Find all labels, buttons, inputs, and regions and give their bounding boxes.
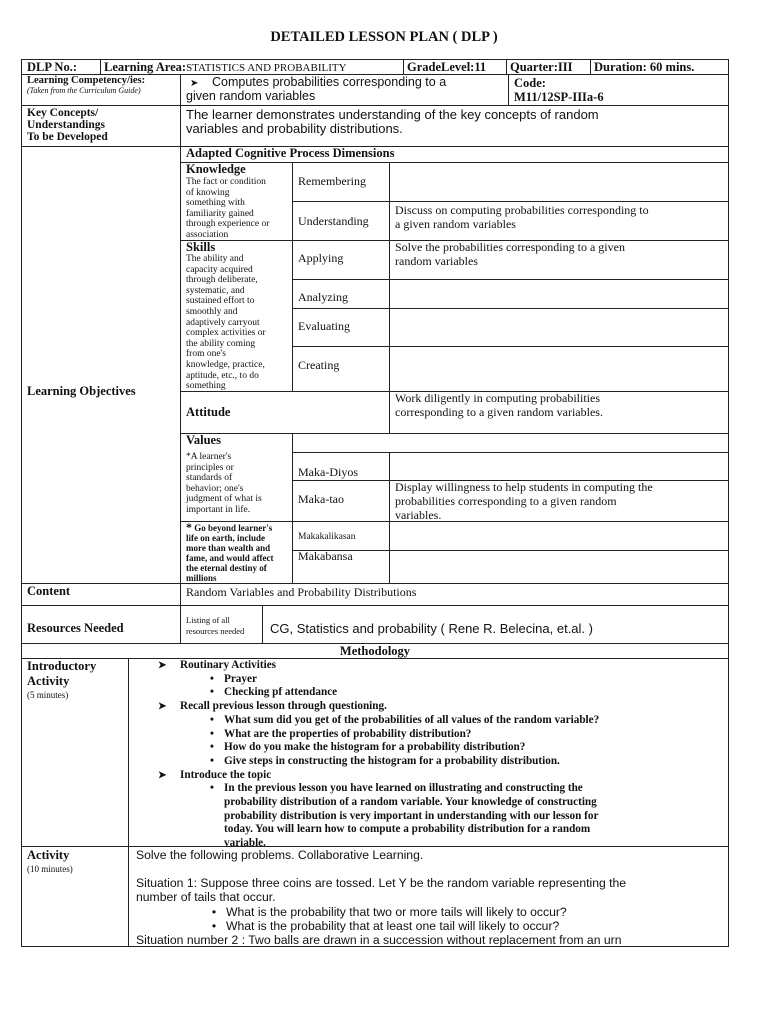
page-title: DETAILED LESSON PLAN ( DLP ) — [270, 29, 498, 45]
grid-line — [180, 162, 729, 163]
code-value: M11/12SP-IIIa-6 — [514, 90, 604, 104]
competency-label: Learning Competency/ies: — [27, 75, 146, 86]
skills-desc-line: aptitude, etc., to do — [186, 370, 259, 381]
maka-tao-objective-line: Display willingness to help students in computing the — [395, 480, 653, 494]
skills-desc-line: adaptively carryout — [186, 317, 260, 328]
grid-line — [21, 605, 729, 606]
applying-objective-line: random variables — [395, 254, 478, 268]
resources-sublabel-1: Listing of all — [186, 615, 230, 625]
grade-level: GradeLevel:11 — [407, 60, 487, 74]
situation-1-line: number of tails that occur. — [136, 890, 276, 905]
intro-paragraph-line: • In the previous lesson you have learned on illustrating and constructing the — [200, 782, 599, 796]
intro-label-1: Introductory — [27, 659, 97, 673]
values-desc-2-line: the eternal destiny of — [186, 563, 267, 573]
intro-minutes: (5 minutes) — [27, 690, 69, 700]
intro-label-2: Activity — [27, 674, 70, 688]
grid-line — [292, 308, 729, 309]
grid-line — [389, 391, 390, 433]
skills-title: Skills — [186, 240, 216, 254]
code-label: Code: — [514, 76, 546, 90]
intro-content — [158, 659, 599, 851]
skills-desc-line: complex activities or — [186, 328, 266, 339]
intro-paragraph-line: variable. — [224, 837, 266, 850]
level-evaluating: Evaluating — [298, 319, 350, 333]
applying-objective — [395, 240, 625, 268]
makabansa: Makabansa — [298, 549, 353, 563]
dlp-no-label: DLP No.: — [27, 60, 77, 74]
values-desc — [186, 452, 262, 516]
knowledge-desc-line: familiarity gained — [186, 208, 254, 219]
skills-desc-line: sustained effort to — [186, 296, 255, 307]
skills-desc — [186, 254, 266, 392]
values-label: Values — [186, 433, 221, 447]
understanding-objective — [395, 203, 649, 231]
grid-line — [389, 452, 390, 583]
grid-line — [292, 433, 293, 583]
skills-desc-line: knowledge, practice, — [186, 359, 265, 370]
table-left-border — [21, 59, 22, 947]
duration: Duration: 60 mins. — [594, 60, 695, 74]
values-desc-2-line: millions — [186, 573, 217, 583]
cognitive-header: Adapted Cognitive Process Dimensions — [186, 146, 395, 160]
values-desc-line: judgment of what is — [186, 494, 262, 505]
grid-line — [128, 658, 129, 946]
key-concepts-label-3: To be Developed — [27, 131, 108, 143]
question-item: • Give steps in constructing the histogram for a probability distribution. — [200, 755, 599, 769]
situation-1-line: Situation 1: Suppose three coins are tossed. Let Y be the random variable representing the — [136, 876, 627, 891]
applying-objective-line: Solve the probabilities corresponding to a given — [395, 240, 625, 254]
attitude-objective-line: corresponding to a given random variables. — [395, 405, 603, 419]
grid-line — [21, 105, 729, 106]
values-desc-2-text: Go beyond learner's — [194, 523, 273, 533]
content-label: Content — [27, 584, 71, 598]
competency-text-line1: ➤ Computes probabilities corresponding to a — [190, 75, 446, 89]
grid-line — [180, 105, 181, 583]
prayer-item: • Prayer — [200, 673, 599, 687]
values-desc-line: *A learner's — [186, 452, 232, 462]
skills-desc-line: capacity acquired — [186, 264, 253, 275]
values-desc-2-line: fame, and would affect — [186, 553, 274, 563]
knowledge-desc-line: The fact or condition — [186, 177, 266, 187]
skills-desc-line: smoothly and — [186, 306, 238, 317]
knowledge-desc-line: something with — [186, 198, 245, 209]
grid-line — [180, 583, 181, 643]
maka-diyos: Maka-Diyos — [298, 465, 358, 479]
grid-line — [292, 201, 729, 202]
level-understanding: Understanding — [298, 214, 369, 228]
level-analyzing: Analyzing — [298, 290, 348, 304]
grid-line — [292, 452, 729, 453]
grid-line — [292, 346, 729, 347]
values-desc-line: standards of — [186, 473, 233, 484]
values-desc-2 — [186, 522, 274, 583]
key-concepts-text-1: The learner demonstrates understanding of the key concepts of random — [186, 107, 599, 122]
learning-area-value: STATISTICS AND PROBABILITY — [186, 62, 347, 74]
grid-line — [180, 433, 729, 434]
maka-tao: Maka-tao — [298, 492, 344, 506]
attitude-objective-line: Work diligently in computing probabilities — [395, 391, 601, 405]
intro-paragraph-line: probability distribution is very important in understanding with our lesson for — [224, 809, 599, 822]
routinary-item: ➤ Routinary Activities — [158, 659, 599, 673]
maka-tao-objective-line: probabilities corresponding to a given random — [395, 494, 617, 508]
makakalikasan: Makakalikasan — [298, 532, 356, 542]
grid-line — [292, 279, 729, 280]
values-desc-2-line: life on earth, include — [186, 533, 265, 543]
values-desc-2-line: * Go beyond learner's — [186, 520, 273, 534]
maka-tao-objective-line: variables. — [395, 508, 442, 522]
knowledge-desc-line: of knowing — [186, 187, 230, 198]
activity-content — [136, 848, 626, 947]
learning-area-label: Learning Area: — [104, 60, 187, 74]
learning-area — [104, 60, 347, 75]
content-text: Random Variables and Probability Distributions — [186, 585, 417, 599]
maka-tao-objective — [395, 480, 653, 522]
understanding-objective-line: Discuss on computing probabilities corresponding to — [395, 203, 649, 217]
skills-desc-line: something — [186, 381, 226, 392]
resources-sublabel-2: resources needed — [186, 626, 245, 636]
situation-1-question: • What is the probability that two or more tails will likely to occur? — [202, 905, 626, 919]
key-concepts-label-2: Understandings — [27, 119, 105, 131]
grid-line — [389, 162, 390, 391]
intro-paragraph-line: probability distribution of a random variable. Your knowledge of constructing — [224, 796, 597, 809]
skills-desc-line: through deliberate, — [186, 275, 258, 286]
knowledge-desc-line: association — [186, 229, 229, 240]
grid-line — [262, 605, 263, 643]
attendance-item: • Checking pf attendance — [200, 686, 599, 700]
skills-desc-line: The ability and — [186, 254, 244, 264]
knowledge-desc-line: through experience or — [186, 219, 270, 230]
question-item: • What are the properties of probability distribution? — [200, 728, 599, 742]
level-remembering: Remembering — [298, 174, 366, 188]
grid-line — [506, 59, 507, 74]
introduce-item: ➤ Introduce the topic — [158, 769, 599, 783]
intro-paragraph-line: today. You will learn how to compute a probability distribution for a random — [224, 823, 591, 836]
situation-2-line: Situation number 2 : Two balls are drawn in a succession without replacement from an urn — [136, 933, 622, 948]
skills-desc-line: the ability coming — [186, 338, 256, 349]
grid-line — [403, 59, 404, 74]
values-desc-2-line: more than wealth and — [186, 543, 271, 553]
intro-paragraph — [200, 782, 599, 851]
grid-line — [292, 162, 293, 391]
grid-line — [100, 59, 101, 74]
key-concepts-text-2: variables and probability distributions. — [186, 121, 403, 136]
activity-instruction: Solve the following problems. Collaborative Learning. — [136, 848, 424, 862]
competency-sublabel: (Taken from the Curriculum Guide) — [27, 86, 141, 95]
key-concepts-label-1: Key Concepts/ — [27, 107, 99, 119]
methodology-header: Methodology — [339, 644, 411, 658]
grid-line — [180, 74, 181, 105]
activity-label: Activity — [27, 848, 70, 862]
competency-text-line2: given random variables — [186, 89, 316, 103]
situation-1-question: • What is the probability that at least one tail will likely to occur? — [202, 919, 626, 933]
grid-line — [508, 74, 509, 105]
attitude-objective — [395, 391, 603, 419]
values-desc-line: behavior; one's — [186, 483, 244, 494]
learning-objectives-label: Learning Objectives — [27, 384, 136, 398]
grid-line — [292, 550, 729, 551]
skills-desc-line: from one's — [186, 349, 226, 360]
values-desc-line: important in life. — [186, 504, 251, 515]
resources-text: CG, Statistics and probability ( Rene R. Belecina, et.al. ) — [270, 621, 593, 636]
values-desc-line: principles or — [186, 462, 234, 473]
attitude-label: Attitude — [186, 405, 231, 419]
knowledge-desc — [186, 177, 269, 241]
resources-label: Resources Needed — [27, 621, 124, 635]
activity-minutes: (10 minutes) — [27, 864, 73, 874]
quarter: Quarter:III — [510, 60, 573, 74]
spacer — [136, 862, 626, 876]
understanding-objective-line: a given random variables — [395, 217, 516, 231]
question-item: • What sum did you get of the probabilities of all values of the random variable? — [200, 714, 599, 728]
recall-item: ➤ Recall previous lesson through questioning. — [158, 700, 599, 714]
level-applying: Applying — [298, 251, 344, 265]
skills-desc-line: systematic, and — [186, 285, 245, 296]
knowledge-title: Knowledge — [186, 162, 246, 176]
table-right-border — [728, 59, 729, 947]
grid-line — [21, 583, 729, 584]
question-item: • How do you make the histogram for a probability distribution? — [200, 741, 599, 755]
level-creating: Creating — [298, 358, 340, 372]
grid-line — [590, 59, 591, 74]
